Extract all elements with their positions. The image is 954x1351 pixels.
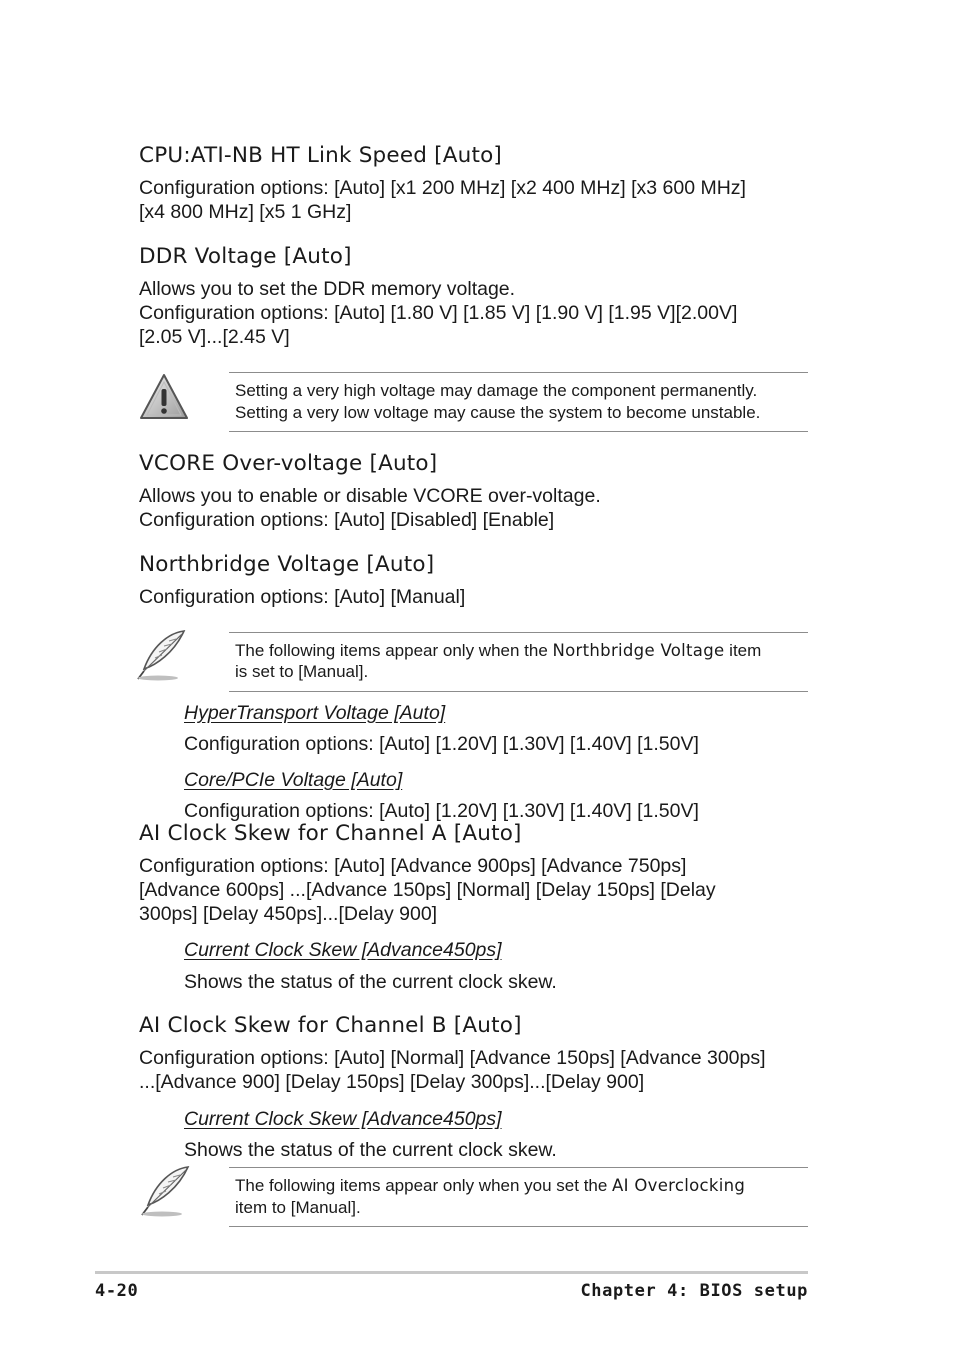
ht-link-speed-options-cont: [x4 800 MHz] [x5 1 GHz] (139, 201, 352, 223)
note2-text-pre: The following items appear only when you set the (235, 1176, 613, 1195)
clock-skew-a-options-cont2: 300ps] [Delay 450ps]...[Delay 900] (139, 903, 438, 925)
ht-link-speed-options: Configuration options: [Auto] [x1 200 MHz] [x2 400 MHz] [x3 600 MHz] (139, 177, 746, 199)
section-title-northbridge-voltage: Northbridge Voltage [Auto] (139, 552, 435, 577)
clock-skew-b-options-cont: ...[Advance 900] [Delay 150ps] [Delay 300ps]...[Delay 900] (139, 1071, 645, 1093)
note2-bottom-rule (229, 1226, 808, 1227)
section-title-ht-link-speed: CPU:ATI-NB HT Link Speed [Auto] (139, 143, 503, 168)
page-number: 4-20 (95, 1281, 139, 1301)
note1-text-line2: is set to [Manual]. (235, 662, 369, 681)
section-title-clock-skew-a: AI Clock Skew for Channel A [Auto] (139, 821, 522, 846)
note2-text-line1 (235, 1175, 745, 1197)
warning-text-line1: Setting a very high voltage may damage the component permanently. (235, 381, 758, 400)
section-title-ddr-voltage: DDR Voltage [Auto] (139, 244, 352, 269)
note2-top-rule (229, 1167, 808, 1168)
footer-rule (95, 1271, 808, 1274)
ddr-voltage-options-cont: [2.05 V]...[2.45 V] (139, 326, 290, 348)
clock-skew-a-options-cont1: [Advance 600ps] ...[Advance 150ps] [Normal] [Delay 150ps] [Delay (139, 879, 716, 901)
vcore-description: Allows you to enable or disable VCORE over-voltage. (139, 485, 601, 507)
note1-text-pre: The following items appear only when the (235, 641, 553, 660)
note1-bottom-rule (229, 691, 808, 692)
hypertransport-voltage-options: Configuration options: [Auto] [1.20V] [1.30V] [1.40V] [1.50V] (184, 733, 699, 755)
northbridge-options: Configuration options: [Auto] [Manual] (139, 586, 466, 608)
core-pcie-voltage-options: Configuration options: [Auto] [1.20V] [1.30V] [1.40V] [1.50V] (184, 800, 699, 822)
subsection-title-current-skew-a: Current Clock Skew [Advance450ps] (184, 939, 502, 961)
section-title-clock-skew-b: AI Clock Skew for Channel B [Auto] (139, 1013, 522, 1038)
warning-top-rule (229, 372, 808, 373)
current-skew-b-description: Shows the status of the current clock skew. (184, 1139, 557, 1161)
subsection-title-core-pcie-voltage: Core/PCIe Voltage [Auto] (184, 769, 403, 791)
warning-bottom-rule (229, 431, 808, 432)
subsection-title-hypertransport-voltage: HyperTransport Voltage [Auto] (184, 702, 446, 724)
chapter-title: Chapter 4: BIOS setup (580, 1281, 808, 1301)
feather-quill-icon (138, 1163, 194, 1219)
note1-text-post: item (724, 641, 762, 660)
warning-triangle-icon (138, 372, 192, 422)
clock-skew-b-options: Configuration options: [Auto] [Normal] [Advance 150ps] [Advance 300ps] (139, 1047, 766, 1069)
section-title-vcore: VCORE Over-voltage [Auto] (139, 451, 438, 476)
note2-term: AI Overclocking (612, 1176, 746, 1195)
ddr-voltage-options: Configuration options: [Auto] [1.80 V] [1.85 V] [1.90 V] [1.95 V][2.00V] (139, 302, 738, 324)
warning-text-line2: Setting a very low voltage may cause the system to become unstable. (235, 403, 761, 422)
note1-term: Northbridge Voltage (552, 641, 725, 660)
ddr-voltage-description: Allows you to set the DDR memory voltage. (139, 278, 516, 300)
note1-text-line1 (235, 640, 761, 662)
note1-top-rule (229, 632, 808, 633)
vcore-options: Configuration options: [Auto] [Disabled] [Enable] (139, 509, 555, 531)
note2-text-line2: item to [Manual]. (235, 1198, 361, 1217)
clock-skew-a-options: Configuration options: [Auto] [Advance 900ps] [Advance 750ps] (139, 855, 687, 877)
current-skew-a-description: Shows the status of the current clock skew. (184, 971, 557, 993)
feather-quill-icon (134, 627, 190, 683)
subsection-title-current-skew-b: Current Clock Skew [Advance450ps] (184, 1108, 502, 1130)
